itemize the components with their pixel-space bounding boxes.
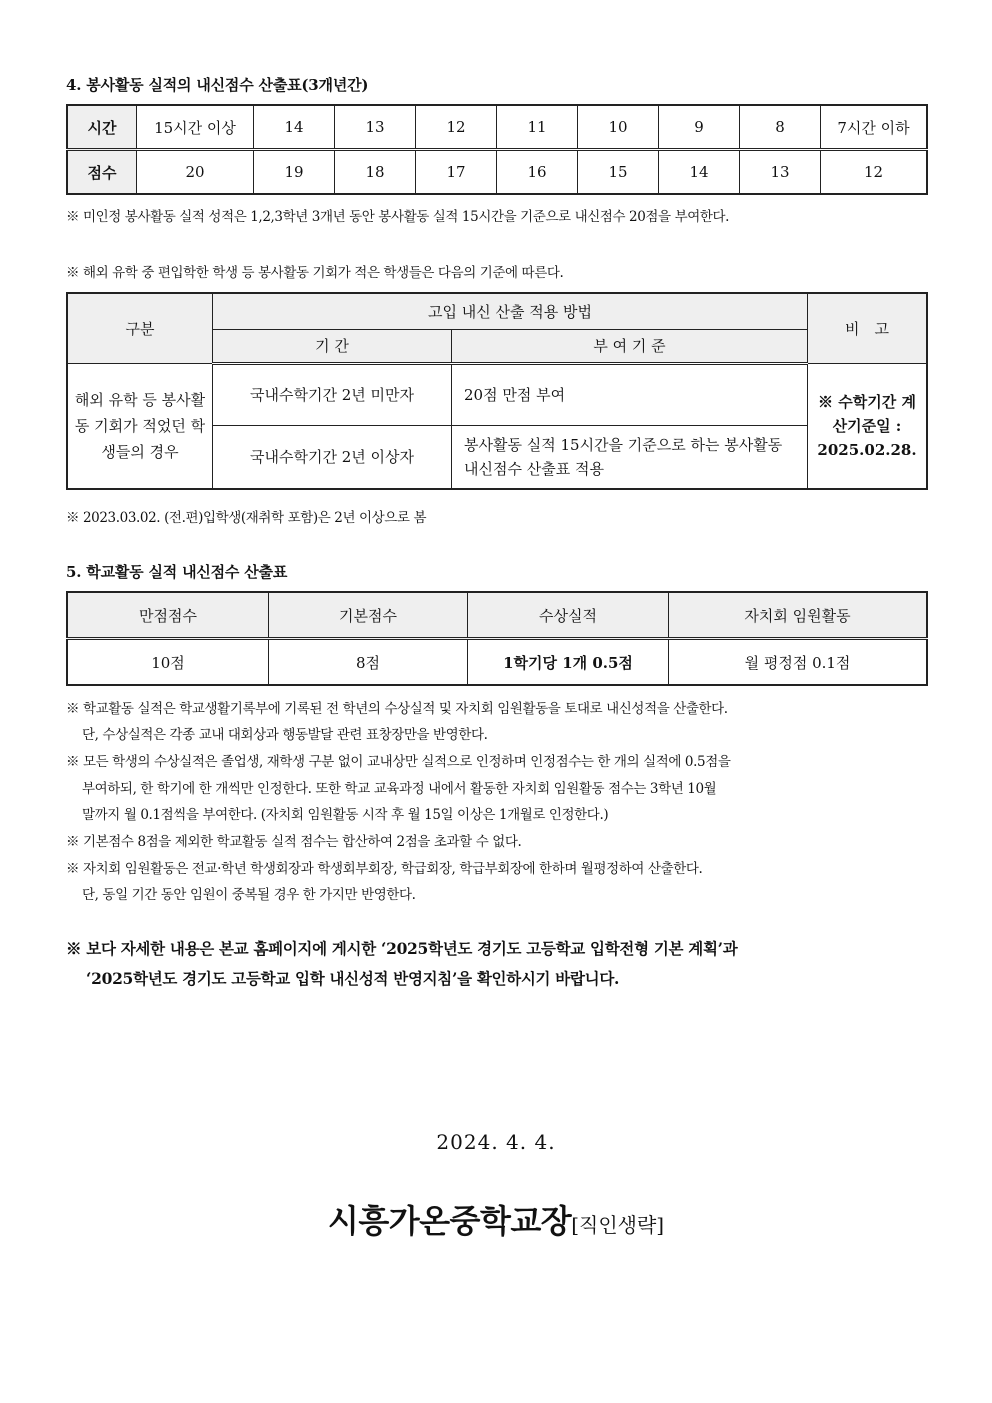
hours-cell: 9: [659, 105, 740, 150]
header-group: 구분: [67, 293, 213, 363]
period-cell: 국내수학기간 2년 이상자: [213, 425, 452, 489]
score-cell: 19: [254, 150, 335, 195]
hours-cell: 10: [578, 105, 659, 150]
note: ※ 자치회 임원활동은 전교·학년 학생회장과 학생회부회장, 학급회장, 학급부회장에 한하며 월평정하여 산출한다.: [66, 861, 703, 877]
score-cell: 13: [740, 150, 821, 195]
header-criteria: 부 여 기 준: [452, 329, 808, 363]
value-cell: 1학기당 1개 0.5점: [468, 639, 669, 686]
remark-cell: ※ 수학기간 계산기준일 : 2025.02.28.: [808, 363, 928, 489]
note: ※ 기본점수 8점을 제외한 학교활동 실적 점수는 합산하여 2점을 초과할 수 없다.: [66, 834, 522, 850]
hours-cell: 11: [497, 105, 578, 150]
table-row: [67, 639, 927, 686]
table-row: [67, 363, 927, 425]
hours-cell: 8: [740, 105, 821, 150]
value-cell: 월 평정점 0.1점: [669, 639, 928, 686]
document-date: 2024. 4. 4.: [436, 1130, 556, 1154]
score-cell: 14: [659, 150, 740, 195]
score-cell: 18: [335, 150, 416, 195]
score-label: 점수: [67, 150, 137, 195]
note: 말까지 월 0.1점씩을 부여한다. (자치회 임원활동 시작 후 월 15일 이상은 1개월로 인정한다.): [82, 807, 609, 823]
table-row: [67, 105, 927, 150]
hours-cell: 15시간 이상: [137, 105, 254, 150]
principal-name: 시흥가온중학교장: [327, 1202, 572, 1240]
header-cell: 수상실적: [468, 592, 669, 639]
seal-omitted: [직인생략]: [571, 1213, 665, 1237]
hours-cell: 12: [416, 105, 497, 150]
volunteer-score-table: [66, 104, 928, 195]
note: ※ 학교활동 실적은 학교생활기록부에 기록된 전 학년의 수상실적 및 자치회 임원활동을 토대로 내신성적을 산출한다.: [66, 701, 728, 717]
criteria-cell: 봉사활동 실적 15시간을 기준으로 하는 봉사활동 내신점수 산출표 적용: [452, 425, 808, 489]
hours-label: 시간: [67, 105, 137, 150]
table-row: [67, 293, 927, 329]
note: ※ 모든 학생의 수상실적은 졸업생, 재학생 구분 없이 교내상만 실적으로 인정하며 인정점수는 한 개의 실적에 0.5점을: [66, 754, 731, 770]
note: 부여하되, 한 학기에 한 개씩만 인정한다. 또한 학교 교육과정 내에서 활동한 자치회 임원활동 점수는 3학년 10월: [82, 781, 717, 797]
note: 단, 동일 기간 동안 임원이 중복될 경우 한 가지만 반영한다.: [82, 887, 416, 903]
value-cell: 10점: [67, 639, 269, 686]
score-cell: 15: [578, 150, 659, 195]
score-cell: 12: [821, 150, 928, 195]
final-note: ※ 보다 자세한 내용은 본교 홈페이지에 게시한 ‘2025학년도 경기도 고등학교 입학전형 기본 계획’과: [66, 939, 738, 958]
score-cell: 20: [137, 150, 254, 195]
header-method: 고입 내신 산출 적용 방법: [213, 293, 808, 329]
note: ※ 미인정 봉사활동 실적 성적은 1,2,3학년 3개년 동안 봉사활동 실적 15시간을 기준으로 내신점수 20점을 부여한다.: [66, 209, 730, 225]
hours-cell: 13: [335, 105, 416, 150]
criteria-cell: 20점 만점 부여: [452, 363, 808, 425]
overseas-student-table: [66, 292, 928, 490]
header-cell: 만점점수: [67, 592, 269, 639]
table-row: [67, 150, 927, 195]
note: ※ 해외 유학 중 편입학한 학생 등 봉사활동 기회가 적은 학생들은 다음의 기준에 따른다.: [66, 265, 564, 281]
header-cell: 자치회 임원활동: [669, 592, 928, 639]
header-period: 기 간: [213, 329, 452, 363]
final-note: ‘2025학년도 경기도 고등학교 입학 내신성적 반영지침’을 확인하시기 바랍니다.: [86, 969, 620, 988]
value-cell: 8점: [269, 639, 468, 686]
header-remark: 비 고: [808, 293, 928, 363]
header-cell: 기본점수: [269, 592, 468, 639]
note: ※ 2023.03.02. (전.편)입학생(재취학 포함)은 2년 이상으로 봄: [66, 510, 427, 526]
hours-cell: 7시간 이하: [821, 105, 928, 150]
table-row: [67, 592, 927, 639]
note: 단, 수상실적은 각종 교내 대회상과 행동발달 관련 표창장만을 반영한다.: [82, 727, 488, 743]
section4-heading: 4. 봉사활동 실적의 내신점수 산출표(3개년간): [66, 76, 369, 94]
period-cell: 국내수학기간 2년 미만자: [213, 363, 452, 425]
score-cell: 16: [497, 150, 578, 195]
school-activity-table: [66, 591, 928, 686]
section5-heading: 5. 학교활동 실적 내신점수 산출표: [66, 563, 288, 581]
hours-cell: 14: [254, 105, 335, 150]
group-cell: 해외 유학 등 봉사활동 기회가 적었던 학생들의 경우: [67, 363, 213, 489]
signature: [0, 1196, 992, 1242]
score-cell: 17: [416, 150, 497, 195]
